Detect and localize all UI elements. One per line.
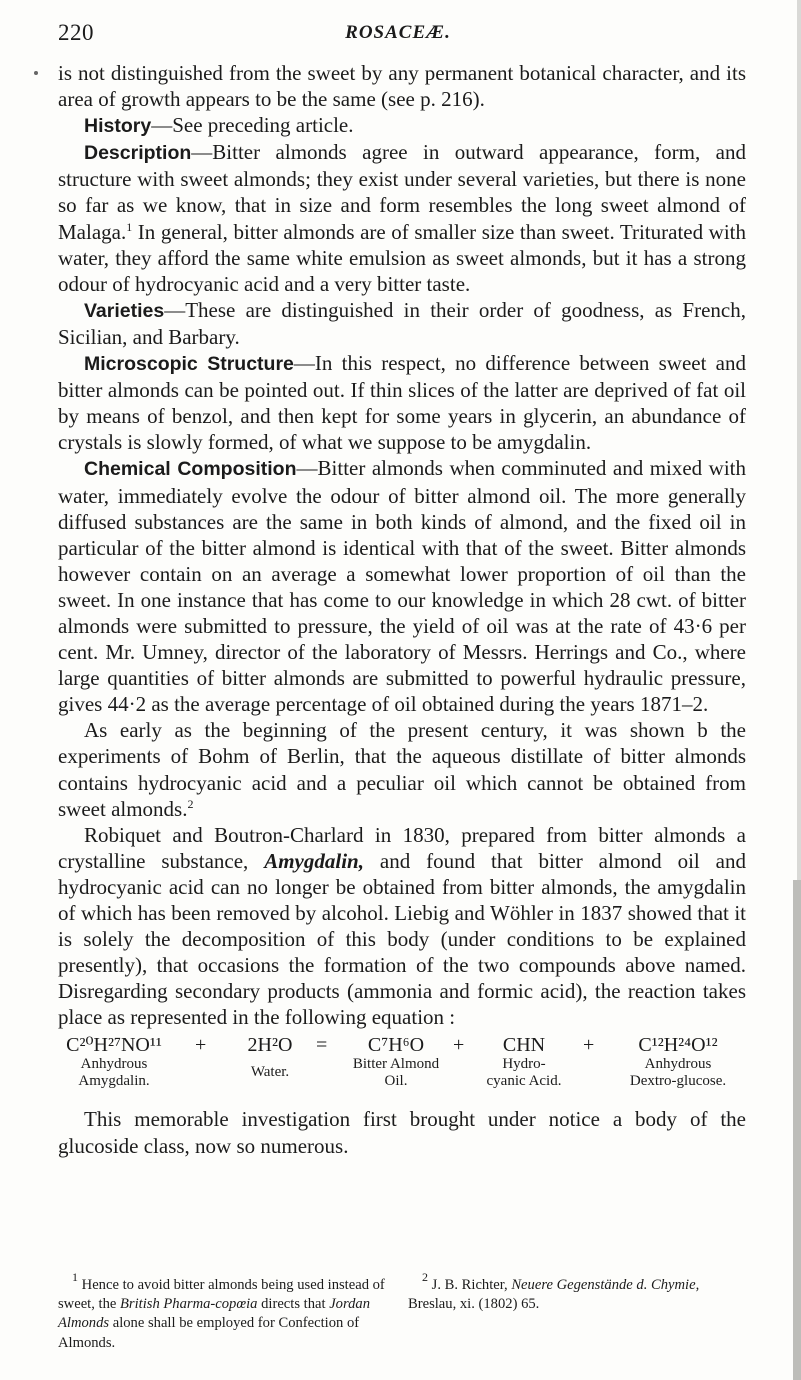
equation-caption: Hydro- — [502, 1056, 546, 1073]
equation-operator: + — [195, 1034, 207, 1057]
paragraph — [58, 60, 746, 112]
equation-caption: cyanic Acid. — [486, 1073, 562, 1090]
text-run: Hence to avoid bitter almonds being used instead of sweet, the — [58, 1277, 385, 1313]
footnote-column-right — [408, 1270, 748, 1314]
footnote-ref: 1 — [126, 219, 133, 234]
text-run: Robiquet and Boutron-Charlard in 1830, prepared from bitter almonds a crystalline substance, — [58, 822, 746, 873]
text-run: —These are distinguished in their order of goodness, as French, Sicilian, and Barbary. — [58, 297, 746, 349]
paragraph — [58, 717, 746, 821]
body-text — [58, 60, 746, 1159]
equation-operator: = — [316, 1034, 328, 1057]
paragraph — [58, 350, 746, 455]
footnote-2 — [408, 1270, 748, 1314]
page-edge-shadow — [793, 880, 801, 1380]
italic-text: Jordan Almonds — [58, 1296, 370, 1332]
text-run: is not distinguished from the sweet by any permanent botanical character, and its area of growth appears to be the same (see p. 216). — [58, 61, 746, 112]
equation-caption: Dextro-glucose. — [629, 1073, 727, 1090]
text-run: directs that — [257, 1296, 330, 1313]
equation-term — [598, 1034, 758, 1090]
text-run: J. B. Richter, — [428, 1277, 512, 1293]
equation-caption: Amygdalin. — [78, 1073, 150, 1090]
section-heading: Description — [84, 142, 192, 165]
italic-text: British Pharma-copœia — [120, 1296, 258, 1313]
italic-text: Neuere Gegenstände d. Chymie, — [511, 1277, 700, 1293]
equation-term — [34, 1034, 194, 1090]
closing-paragraph: This memorable investigation first brought under notice a body of the glucoside class, now so numerous. — [58, 1107, 746, 1158]
page-number: 220 — [58, 20, 94, 45]
equation-formula: 2H²O — [247, 1034, 293, 1057]
text-run: —In this respect, no difference between sweet and bitter almonds can be pointed out. If thin slices of the latter are deprived of fat oil by means of benzol, and then kept for some years in glycerin, an abundance of crystals is slowly formed, of what we suppose to be amygdalin. — [58, 351, 746, 455]
equation-operator: + — [453, 1034, 465, 1057]
footnote-ref: 2 — [187, 796, 194, 811]
running-head: ROSACEÆ. — [345, 22, 451, 43]
emphasis: Amygdalin, — [264, 848, 364, 873]
text-run: and found that bitter almond oil and hydrocyanic acid can no longer be obtained from bitter almonds, the amygdalin of which has been removed by alcohol. Liebig and Wöhler in 1837 showed that it is solely the decomposition of this body (under conditions to be explained presently), that occasions the formation of the two compounds above named. Disregarding secondary products (ammonia and formic acid), the reaction takes place as represented in the following equation : — [58, 848, 746, 1030]
footnote-ref: 1 — [72, 1270, 78, 1284]
text-run: —See preceding article. — [151, 113, 354, 138]
section-heading: Varieties — [84, 299, 165, 322]
equation-caption: Oil. — [384, 1073, 408, 1090]
paragraph — [58, 822, 746, 1031]
section-heading: History — [84, 115, 152, 138]
paragraph — [58, 112, 746, 139]
equation-caption: Water. — [250, 1064, 290, 1081]
paragraph — [58, 139, 746, 297]
paragraph — [58, 455, 746, 717]
paragraph — [58, 297, 746, 350]
equation-caption: Anhydrous — [80, 1056, 148, 1073]
text-run: As early as the beginning of the present century, it was shown b the experiments of Bohm of Berlin, that the aqueous distillate of bitter almonds contains hydrocyanic acid and a peculiar oil which cannot be obtained from sweet almonds. — [58, 718, 746, 821]
equation-term — [444, 1034, 604, 1090]
text-run: In general, bitter almonds are of smaller size than sweet. Triturated with water, they afford the same white emulsion as sweet almonds, but it has a strong odour of hydrocyanic acid and a very bitter taste. — [58, 219, 746, 296]
footnote-column-left — [58, 1270, 398, 1353]
footnote-1 — [58, 1270, 398, 1353]
paragraphs — [58, 60, 746, 1030]
margin-mark — [34, 71, 38, 75]
text-run: —Bitter almonds when comminuted and mixed with water, immediately evolve the odour of bitter almond oil. The more generally diffused substances are the same in both kinds of almond, and the fixed oil in particular of the bitter almond is identical with that of the sweet. Bitter almonds however contain on an average a somewhat lower proportion of oil than the sweet. In one instance that has come to our knowledge in which 28 cwt. of bitter almonds were submitted to pressure, the yield of oil was at the rate of 43·6 per cent. Mr. Umney, director of the laboratory of Messrs. Herrings and Co., where large quantities of bitter almonds are submitted to powerful hydraulic pressure, gives 44·2 as the average percentage of oil obtained during the years 1871–2. — [58, 456, 746, 717]
section-heading: Microscopic Structure — [84, 353, 294, 376]
equation-formula: C¹²H²⁴O¹² — [638, 1034, 718, 1057]
section-heading: Chemical Composition — [84, 458, 297, 481]
equation-formula: CHN — [502, 1034, 546, 1057]
chemical-equation — [58, 1034, 746, 1106]
text-run: —Bitter almonds agree in outward appearance, form, and structure with sweet almonds; they exist under several varieties, but there is none so far as we know, that in size and form resembles the long sweet almond of Malaga. — [58, 140, 746, 244]
equation-formula: C⁷H⁶O — [367, 1034, 425, 1057]
equation-caption: Anhydrous — [644, 1056, 712, 1073]
footnote-ref: 2 — [422, 1270, 428, 1284]
equation-caption: Bitter Almond — [352, 1056, 440, 1073]
equation-formula: C²⁰H²⁷NO¹¹ — [66, 1034, 162, 1057]
text-run: Breslau, xi. (1802) 65. — [408, 1296, 540, 1313]
equation-operator: + — [583, 1034, 595, 1057]
text-run: alone shall be employed for Confection of Almonds. — [58, 1315, 360, 1351]
page-header — [58, 20, 738, 50]
